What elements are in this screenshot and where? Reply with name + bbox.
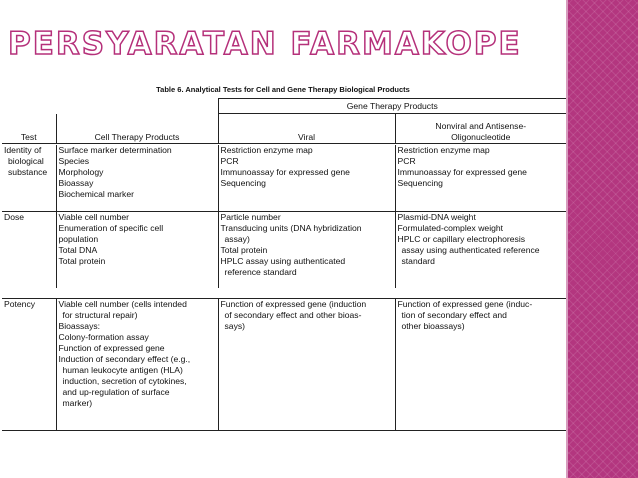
col-header-nonviral-line: Oligonucleotide [451, 132, 511, 142]
cell-line: assay using authenticated reference [401, 244, 540, 255]
cell-viral [218, 211, 395, 288]
cell-line: Surface marker determination [58, 145, 172, 155]
cell-line: Function of expressed gene [58, 343, 165, 353]
cell-line: Restriction enzyme map [220, 145, 313, 155]
cell-line: Viable cell number [58, 211, 130, 222]
cell-line: Bioassays: [58, 321, 101, 331]
cell-line: Formulated-complex weight [397, 222, 504, 233]
cell-line: Potency [4, 299, 36, 309]
table-body-lower [2, 298, 566, 431]
cell-line: Identity of [4, 145, 42, 155]
cell-viral [218, 299, 395, 431]
col-header-test: Test [2, 114, 56, 144]
cell-line: marker) [62, 398, 93, 408]
col-header-nonviral [395, 114, 566, 144]
group-header-gene-therapy: Gene Therapy Products [218, 99, 566, 114]
cell-line: standard [401, 255, 435, 266]
cell-line: HPLC assay using authenticated [220, 255, 346, 266]
table-row-dose [2, 211, 566, 288]
cell-line: Total DNA [58, 244, 98, 255]
cell-line: Sequencing [397, 178, 443, 188]
cell-line: Function of expressed gene (induc- [397, 299, 533, 309]
cell-line: other bioassays) [401, 321, 465, 331]
cell-line: biological [8, 156, 44, 166]
cell-line: Sequencing [220, 178, 266, 188]
cell-line: Total protein [58, 255, 106, 266]
slide-title: PERSYARATAN FARMAKOPE [8, 26, 522, 62]
col-header-nonviral-line: Nonviral and Antisense- [435, 121, 527, 131]
cell-line: HPLC or capillary electrophoresis [397, 233, 526, 244]
cell-line: Colony-formation assay [58, 332, 149, 342]
cell-line: of secondary effect and other bioas- [224, 310, 362, 320]
table-body-upper [2, 145, 566, 288]
cell-test [2, 211, 56, 288]
cell-viral [218, 145, 395, 211]
cell-line: assay) [224, 233, 250, 244]
cell-line: Induction of secondary effect (e.g., [58, 354, 191, 364]
cell-line: Restriction enzyme map [397, 145, 490, 155]
cell-line: Bioassay [58, 178, 94, 188]
cell-nonviral [395, 299, 566, 431]
cell-line: Plasmid-DNA weight [397, 211, 476, 222]
cell-line: PCR [397, 156, 416, 166]
cell-line: Biochemical marker [58, 189, 134, 199]
header-spacer [2, 99, 56, 114]
cell-line: Particle number [220, 211, 281, 222]
cell-cell-therapy [56, 299, 218, 431]
cell-line: substance [8, 167, 48, 177]
table-caption: Table 6. Analytical Tests for Cell and Gene Therapy Biological Products [156, 85, 410, 94]
table-header [2, 98, 566, 144]
cell-line: population [58, 233, 99, 244]
decorative-side-band [568, 0, 638, 478]
cell-line: Transducing units (DNA hybridization [220, 222, 362, 233]
cell-line: human leukocyte antigen (HLA) [62, 365, 183, 375]
col-header-viral: Viral [218, 114, 395, 144]
cell-test [2, 145, 56, 211]
cell-line: Viable cell number (cells intended [58, 299, 187, 309]
cell-line: for structural repair) [62, 310, 138, 320]
cell-line: Morphology [58, 167, 104, 177]
cell-line: Enumeration of specific cell [58, 222, 164, 233]
cell-line: Function of expressed gene (induction [220, 299, 367, 309]
cell-line: tion of secondary effect and [401, 310, 507, 320]
col-header-cell-therapy: Cell Therapy Products [56, 114, 218, 144]
cell-test [2, 299, 56, 431]
cell-line: induction, secretion of cytokines, [62, 376, 187, 386]
table-row-potency [2, 299, 566, 431]
table-row-identity [2, 145, 566, 211]
cell-line: Species [58, 156, 90, 166]
cell-line: Dose [4, 211, 25, 222]
cell-nonviral [395, 211, 566, 288]
cell-line: Immunoassay for expressed gene [220, 167, 350, 177]
cell-line: says) [224, 321, 246, 331]
cell-line: Total protein [220, 244, 268, 255]
cell-nonviral [395, 145, 566, 211]
cell-cell-therapy [56, 145, 218, 211]
header-spacer [56, 99, 218, 114]
cell-cell-therapy [56, 211, 218, 288]
cell-line: PCR [220, 156, 239, 166]
cell-line: reference standard [224, 266, 297, 277]
cell-line: and up-regulation of surface [62, 387, 170, 397]
cell-line: Immunoassay for expressed gene [397, 167, 527, 177]
